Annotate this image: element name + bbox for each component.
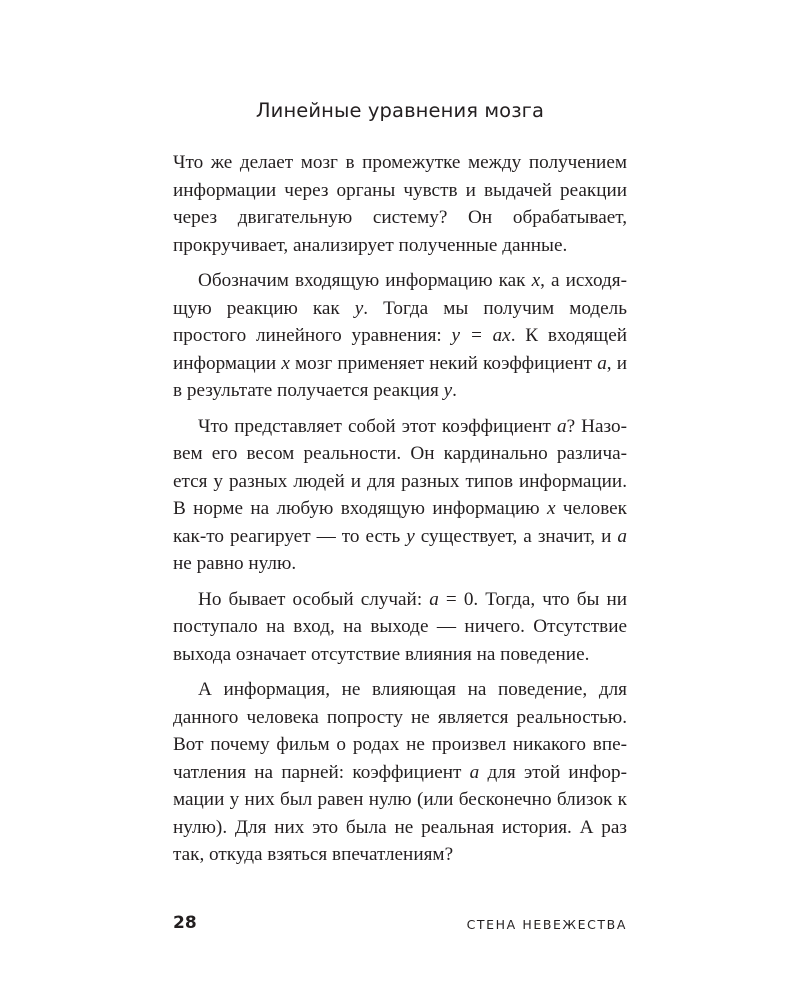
math-variable: a xyxy=(557,415,567,437)
section-heading: Линейные уравнения мозга xyxy=(255,99,545,122)
math-variable: x xyxy=(546,498,556,519)
paragraph-5 xyxy=(173,676,627,869)
text-run: человек как-то реагирует — то есть xyxy=(173,498,628,547)
paragraph-4 xyxy=(173,586,627,669)
text-run: . xyxy=(452,380,457,401)
text-run: для этой информации у них был равен нулю (или бесконечно близок к нулю). Для них это была не реальная история. А раз так, откуда взяться впечатлениям? xyxy=(173,761,627,865)
running-title: СТЕНА НЕВЕЖЕСТВА xyxy=(466,917,627,932)
math-variable: a xyxy=(469,761,480,783)
paragraph-1 xyxy=(173,149,627,259)
text-run: А информация, не влияющая на поведение, для данного человека попросту не является реальностью. Вот почему фильм о родах не произвел никакого впечатления на парней: коэффициент xyxy=(173,679,627,783)
math-variable: a xyxy=(429,588,439,610)
text-run: Обозначим входящую информацию как xyxy=(198,270,532,291)
text-run: ? Назовем его весом реальности. Он кардинально различается у разных людей и для разных типов информации. В норме на любую входящую информацию xyxy=(173,415,627,519)
text-run: . Тогда мы получим модель простого линейного уравнения: xyxy=(173,297,627,346)
text-run: = 0. Тогда, что бы ни поступало на вход, на выходе — ничего. Отсутствие выхода означает отсутствие влияния на поведение. xyxy=(173,588,627,665)
math-variable: y = ax xyxy=(451,325,511,346)
math-variable: x xyxy=(531,270,541,291)
math-variable: x xyxy=(281,352,290,374)
text-run: Что представляет собой этот коэффициент xyxy=(198,415,557,437)
paragraph-2 xyxy=(173,267,627,405)
math-variable: a xyxy=(597,352,607,374)
text-run: , а исходящую реакцию как xyxy=(173,270,627,319)
text-run: , и в результате получается реакция xyxy=(173,352,627,401)
text-run: мозг применяет некий коэффициент xyxy=(289,352,598,374)
paragraph-3 xyxy=(173,413,627,578)
text-run: не равно нулю. xyxy=(173,553,297,574)
text-run: существует, а значит, и xyxy=(414,525,618,547)
math-variable: y xyxy=(443,380,453,401)
text-run: Но бывает особый случай: xyxy=(198,588,430,610)
math-variable: y xyxy=(354,297,364,319)
page-number: 28 xyxy=(173,913,197,933)
math-variable: y xyxy=(406,525,415,547)
math-variable: a xyxy=(617,525,627,547)
body-text xyxy=(173,149,627,877)
text-run: . К входящей информации xyxy=(173,325,627,374)
text-run: Что же делает мозг в промежутке между получением информации через органы чувств и выдачей реакции через двигательную систему? Он обрабатывает, прокручивает, анализирует полученные данные. xyxy=(173,152,627,256)
